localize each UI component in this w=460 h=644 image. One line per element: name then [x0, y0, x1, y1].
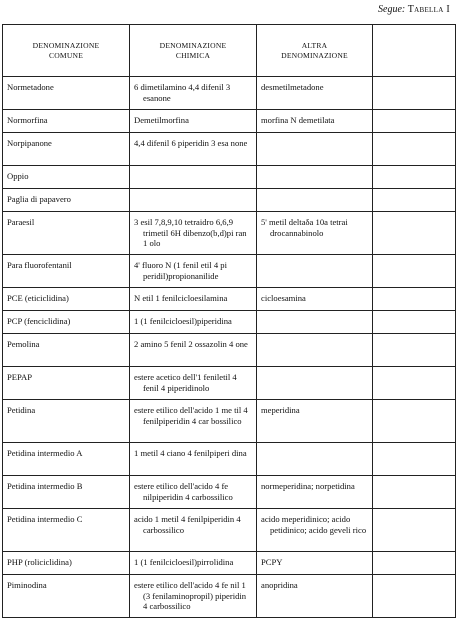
- cell-common-name: [3, 476, 130, 509]
- substances-table: [2, 24, 456, 618]
- cell-chemical-name: [130, 189, 257, 212]
- cell-common-name: [3, 367, 130, 400]
- cell-extra: [373, 77, 456, 110]
- cell-other-name: [257, 443, 373, 476]
- cell-text: acido meperidinico; acido petidinico; acido geveli rico: [261, 514, 367, 535]
- cell-text: desmetilmetadone: [261, 82, 324, 92]
- cell-common-name: [3, 311, 130, 334]
- segue-label: Segue:: [378, 4, 406, 15]
- cell-chemical-name: [130, 133, 257, 166]
- cell-common-name: [3, 552, 130, 575]
- cell-other-name: [257, 552, 373, 575]
- table-row: [3, 110, 456, 133]
- cell-common-name: [3, 334, 130, 367]
- cell-chemical-name: [130, 110, 257, 133]
- cell-text: Para fluorofentanil: [7, 260, 72, 270]
- cell-extra: [373, 212, 456, 255]
- cell-chemical-name: [130, 400, 257, 443]
- cell-extra: [373, 476, 456, 509]
- cell-text: 4' fluoro N (1 fenil etil 4 pi peridil)propionanilide: [134, 260, 227, 281]
- table-row: [3, 367, 456, 400]
- cell-common-name: [3, 110, 130, 133]
- cell-extra: [373, 552, 456, 575]
- cell-common-name: [3, 288, 130, 311]
- table-row: [3, 133, 456, 166]
- cell-other-name: [257, 189, 373, 212]
- cell-text: Paraesil: [7, 217, 35, 227]
- cell-other-name: [257, 255, 373, 288]
- cell-text: Oppio: [7, 171, 29, 181]
- table-row: [3, 575, 456, 618]
- cell-chemical-name: [130, 288, 257, 311]
- cell-extra: [373, 575, 456, 618]
- cell-common-name: [3, 443, 130, 476]
- cell-other-name: [257, 334, 373, 367]
- cell-extra: [373, 367, 456, 400]
- cell-other-name: [257, 400, 373, 443]
- cell-extra: [373, 255, 456, 288]
- cell-text: morfina N demetilata: [261, 115, 335, 125]
- cell-chemical-name: [130, 311, 257, 334]
- cell-text: 4,4 difenil 6 piperidin 3 esa none: [134, 138, 248, 148]
- cell-chemical-name: [130, 509, 257, 552]
- cell-text: estere etilico dell'acido 1 me til 4 fenilpiperidin 4 car bossilico: [134, 405, 248, 426]
- cell-text: 1 (1 fenilcicloesil)piperidina: [134, 316, 232, 326]
- cell-extra: [373, 400, 456, 443]
- header-common-name: DENOMINAZIONE COMUNE: [3, 25, 130, 77]
- table-row: [3, 334, 456, 367]
- cell-chemical-name: [130, 552, 257, 575]
- cell-chemical-name: [130, 575, 257, 618]
- table-row: [3, 443, 456, 476]
- cell-common-name: [3, 575, 130, 618]
- cell-common-name: [3, 400, 130, 443]
- cell-text: PCE (eticiclidina): [7, 293, 69, 303]
- cell-text: 6 dimetilamino 4,4 difenil 3 esanone: [134, 82, 231, 103]
- header-empty: [373, 25, 456, 77]
- cell-other-name: [257, 133, 373, 166]
- cell-text: anopridina: [261, 580, 298, 590]
- cell-common-name: [3, 189, 130, 212]
- cell-text: estere acetico dell'1 feniletil 4 fenil 4 piperidinolo: [134, 372, 237, 393]
- table-row: [3, 166, 456, 189]
- cell-chemical-name: [130, 334, 257, 367]
- cell-common-name: [3, 77, 130, 110]
- cell-text: Petidina intermedio B: [7, 481, 83, 491]
- cell-extra: [373, 166, 456, 189]
- cell-other-name: [257, 166, 373, 189]
- table-row: [3, 255, 456, 288]
- cell-other-name: [257, 110, 373, 133]
- cell-text: PEPAP: [7, 372, 33, 382]
- cell-text: estere etilico dell'acido 4 fe nil 1 (3 fenilaminopropil) piperidin 4 carbossilico: [134, 580, 247, 612]
- table-row: [3, 212, 456, 255]
- cell-common-name: [3, 509, 130, 552]
- cell-text: 1 metil 4 ciano 4 fenilpiperi dina: [134, 448, 247, 458]
- cell-other-name: [257, 575, 373, 618]
- cell-other-name: [257, 288, 373, 311]
- cell-other-name: [257, 509, 373, 552]
- cell-extra: [373, 110, 456, 133]
- cell-chemical-name: [130, 166, 257, 189]
- cell-text: Petidina intermedio A: [7, 448, 83, 458]
- cell-text: Piminodina: [7, 580, 47, 590]
- cell-chemical-name: [130, 212, 257, 255]
- cell-other-name: [257, 212, 373, 255]
- cell-common-name: [3, 212, 130, 255]
- cell-text: acido 1 metil 4 fenilpiperidin 4 carbossilico: [134, 514, 241, 535]
- cell-extra: [373, 443, 456, 476]
- table-row: [3, 288, 456, 311]
- cell-text: PCP (fenciclidina): [7, 316, 71, 326]
- header-chemical-name: DENOMINAZIONE CHIMICA: [130, 25, 257, 77]
- cell-common-name: [3, 255, 130, 288]
- table-row: [3, 509, 456, 552]
- table-row: [3, 189, 456, 212]
- cell-extra: [373, 288, 456, 311]
- cell-extra: [373, 334, 456, 367]
- cell-extra: [373, 311, 456, 334]
- cell-text: 5' metil deltaδa 10a tetrai drocannabinolo: [261, 217, 348, 238]
- cell-text: 1 (1 fenilcicloesil)pirrolidina: [134, 557, 234, 567]
- cell-chemical-name: [130, 476, 257, 509]
- cell-extra: [373, 509, 456, 552]
- cell-text: Petidina intermedio C: [7, 514, 83, 524]
- cell-other-name: [257, 77, 373, 110]
- cell-text: 2 amino 5 fenil 2 ossazolin 4 one: [134, 339, 248, 349]
- cell-text: Paglia di papavero: [7, 194, 71, 204]
- table-header-row: [3, 25, 456, 77]
- table-row: [3, 400, 456, 443]
- cell-common-name: [3, 166, 130, 189]
- cell-text: Normetadone: [7, 82, 54, 92]
- cell-extra: [373, 133, 456, 166]
- table-row: [3, 552, 456, 575]
- continuation-header: [378, 4, 450, 15]
- cell-extra: [373, 189, 456, 212]
- cell-other-name: [257, 311, 373, 334]
- cell-text: Normorfina: [7, 115, 48, 125]
- table-row: [3, 77, 456, 110]
- header-other-name: ALTRA DENOMINAZIONE: [257, 25, 373, 77]
- cell-other-name: [257, 476, 373, 509]
- cell-text: N etil 1 fenilcicloesilamina: [134, 293, 228, 303]
- cell-text: meperidina: [261, 405, 300, 415]
- cell-text: Norpipanone: [7, 138, 52, 148]
- cell-text: Demetilmorfina: [134, 115, 189, 125]
- cell-text: Pemolina: [7, 339, 40, 349]
- table-row: [3, 311, 456, 334]
- cell-text: PCPY: [261, 557, 283, 567]
- table-row: [3, 476, 456, 509]
- cell-chemical-name: [130, 255, 257, 288]
- cell-text: Petidina: [7, 405, 36, 415]
- tabella-label: Tabella I: [407, 4, 450, 15]
- cell-text: 3 esil 7,8,9,10 tetraidro 6,6,9 trimetil 6H dibenzo(b,d)pi ran 1 olo: [134, 217, 247, 249]
- cell-other-name: [257, 367, 373, 400]
- cell-text: PHP (roliciclidina): [7, 557, 72, 567]
- table-body: [3, 77, 456, 618]
- cell-chemical-name: [130, 77, 257, 110]
- cell-chemical-name: [130, 367, 257, 400]
- cell-text: cicloesamina: [261, 293, 306, 303]
- cell-text: normeperidina; norpetidina: [261, 481, 355, 491]
- cell-text: estere etilico dell'acido 4 fe nilpiperidin 4 carbossilico: [134, 481, 233, 502]
- cell-chemical-name: [130, 443, 257, 476]
- cell-common-name: [3, 133, 130, 166]
